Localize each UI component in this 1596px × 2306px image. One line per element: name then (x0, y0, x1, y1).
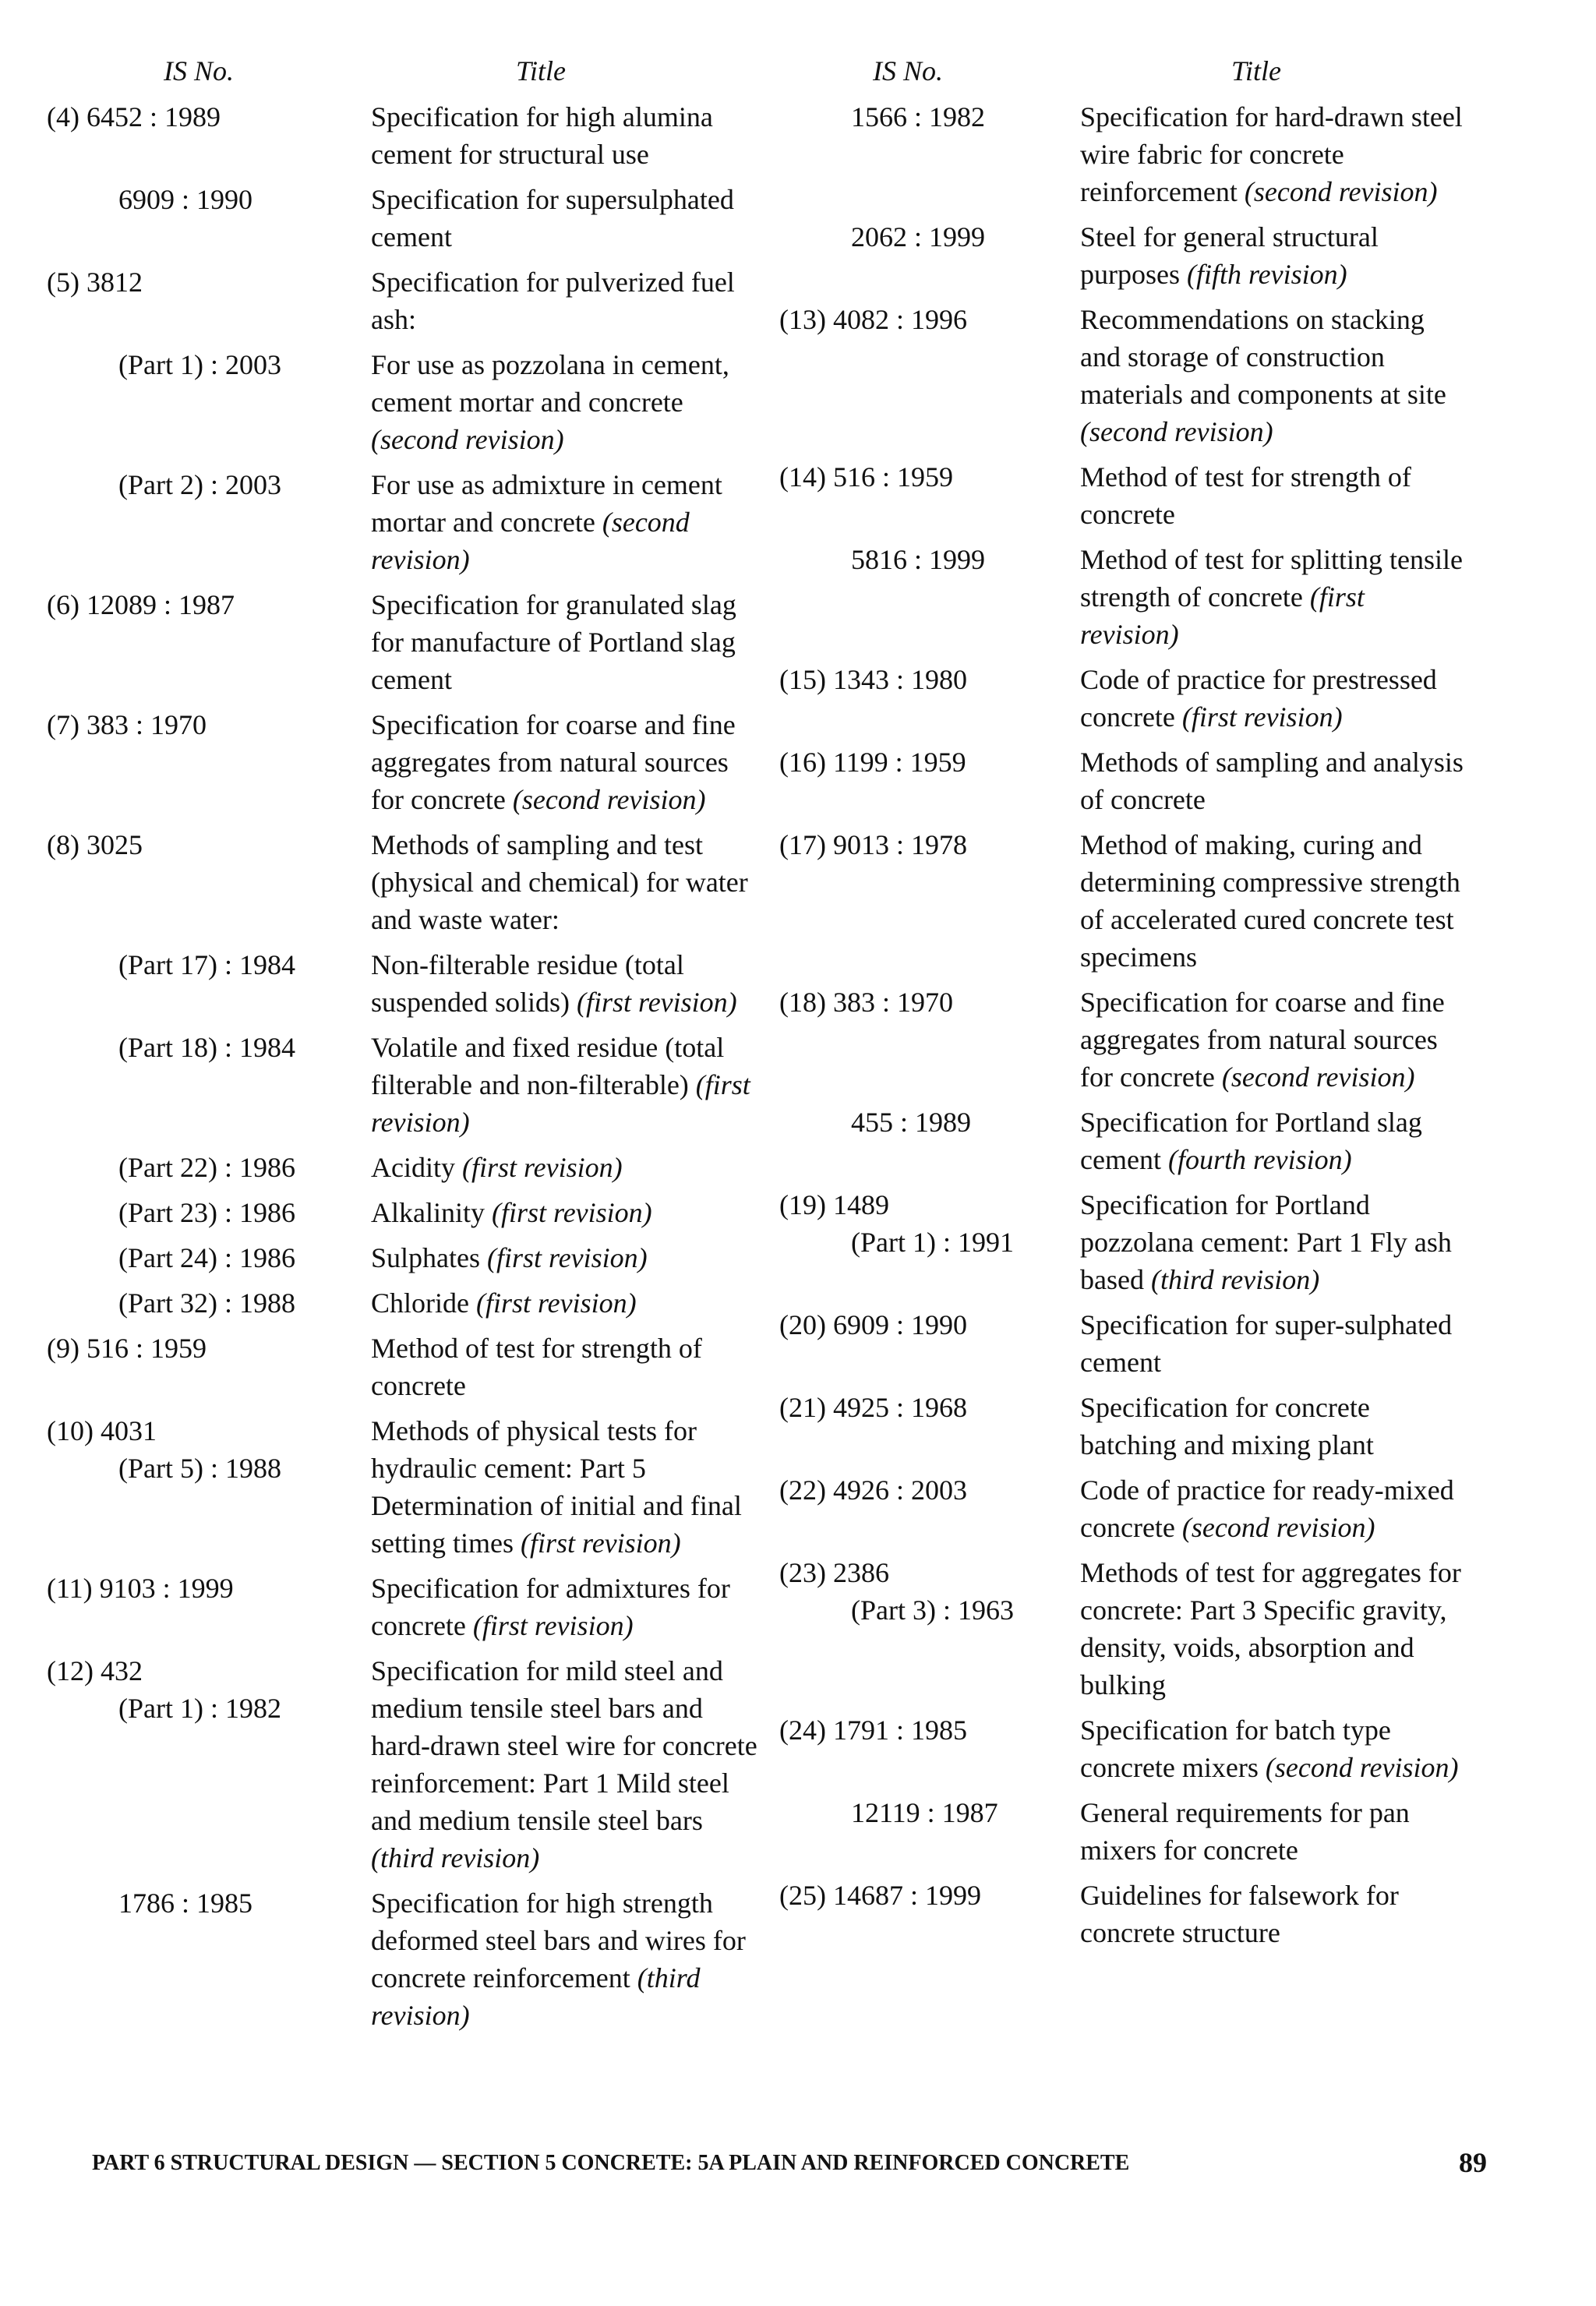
is-number (47, 706, 366, 743)
revision-note: (fifth revision) (1187, 259, 1347, 290)
is-number-line: (11) 9103 : 1999 (47, 1573, 234, 1604)
is-number-line: 12119 : 1987 (851, 1797, 998, 1828)
standard-title-text: Volatile and fixed residue (total filterable and non-filterable) (371, 1032, 725, 1100)
revision-note: (first revision) (475, 1287, 637, 1319)
standard-title (1080, 541, 1470, 653)
standard-title (1080, 98, 1470, 210)
is-number (779, 661, 1068, 698)
standard-title-text: Specification for supersulphated cement (371, 184, 734, 252)
revision-note: (first revision) (472, 1610, 634, 1641)
standard-entry (47, 1412, 764, 1562)
is-number (779, 1554, 1068, 1629)
revision-note: (second revision) (371, 507, 690, 575)
standard-title-text: Method of test for strength of concrete (1080, 461, 1411, 530)
standard-title (1080, 301, 1470, 450)
standard-entry (47, 1652, 764, 1877)
standard-title-text: Specification for batch type concrete mixers (1080, 1714, 1391, 1783)
is-number (47, 1412, 366, 1487)
is-number (47, 946, 366, 983)
standard-title (371, 181, 761, 256)
standard-title-text: Specification for coarse and fine aggregates from natural sources for concrete (371, 709, 736, 815)
standard-entry (47, 1149, 764, 1186)
standard-title-text: Methods of physical tests for hydraulic cement: Part 5 Determination of initial and final setting times (371, 1415, 742, 1559)
is-number-line: 5816 : 1999 (851, 544, 986, 575)
is-number (779, 301, 1068, 338)
standard-entry (47, 1029, 764, 1141)
standard-title-text: Non-filterable residue (total suspended solids) (371, 949, 684, 1018)
is-number-line: (15) 1343 : 1980 (779, 664, 967, 695)
standard-entry (47, 826, 764, 938)
is-number (779, 743, 1068, 781)
is-number-line: (13) 4082 : 1996 (779, 304, 967, 335)
left-column-header (47, 55, 764, 98)
is-number-line: (12) 432 (47, 1655, 143, 1686)
standard-title-text: Specification for Portland slag cement (1080, 1107, 1422, 1175)
revision-note: (first revision) (521, 1527, 681, 1559)
standard-entry (47, 98, 764, 173)
standard-entry (779, 458, 1481, 533)
is-number (47, 1239, 366, 1277)
is-number (779, 983, 1068, 1021)
is-number-line: (23) 2386 (779, 1557, 889, 1588)
standard-title-text: Methods of sampling and analysis of concrete (1080, 747, 1464, 815)
standard-title-text: Methods of sampling and test (physical and chemical) for water and waste water: (371, 829, 748, 935)
is-number (779, 826, 1068, 863)
standard-title-text: Sulphates (371, 1242, 480, 1273)
standard-title (371, 1284, 761, 1322)
standard-title (1080, 743, 1470, 818)
is-part-line: (Part 5) : 1988 (118, 1453, 281, 1484)
is-number (47, 466, 366, 503)
standard-title-text: Specification for pulverized fuel ash: (371, 267, 735, 335)
is-number-line: (Part 32) : 1988 (118, 1287, 295, 1319)
is-number (47, 586, 366, 623)
standard-title-text: Specification for super-sulphated cement (1080, 1309, 1453, 1378)
revision-note: (second revision) (1181, 1512, 1375, 1543)
standard-entry (779, 218, 1481, 293)
standard-entry (779, 1471, 1481, 1546)
standard-title (371, 706, 761, 818)
standard-title-text: Specification for granulated slag for manufacture of Portland slag cement (371, 589, 736, 695)
is-number-line: (Part 18) : 1984 (118, 1032, 295, 1063)
standard-entry (779, 743, 1481, 818)
standard-title (371, 1570, 761, 1644)
standard-entry (779, 98, 1481, 210)
standard-title-text: General requirements for pan mixers for concrete (1080, 1797, 1410, 1866)
is-number-line: 1566 : 1982 (851, 101, 986, 132)
revision-note: (fourth revision) (1167, 1144, 1352, 1175)
standard-entry (47, 466, 764, 578)
standard-title (371, 1884, 761, 2034)
standard-title-text: For use as pozzolana in cement, cement mortar and concrete (371, 349, 729, 418)
is-number (779, 1794, 1068, 1831)
standard-title (1080, 1306, 1470, 1381)
revision-note: (third revision) (1150, 1264, 1320, 1295)
is-number-line: (17) 9013 : 1978 (779, 829, 967, 860)
is-number (779, 1711, 1068, 1749)
standard-title (371, 1330, 761, 1404)
running-footer-title: PART 6 STRUCTURAL DESIGN — SECTION 5 CONCRETE: 5A PLAIN AND REINFORCED CONCRETE (92, 2151, 1130, 2175)
is-number-line: (18) 383 : 1970 (779, 987, 953, 1018)
is-no-heading: IS No. (873, 55, 943, 87)
is-number-line: (22) 4926 : 2003 (779, 1474, 967, 1506)
revision-note: (second revision) (512, 784, 706, 815)
standard-title (371, 1194, 761, 1231)
standard-entry (47, 346, 764, 458)
is-number-line: (14) 516 : 1959 (779, 461, 953, 493)
revision-note: (second revision) (371, 424, 564, 455)
standard-title (1080, 458, 1470, 533)
standard-title (1080, 1877, 1470, 1951)
standard-title-text: Methods of test for aggregates for concrete: Part 3 Specific gravity, density, voids, absorption and bulking (1080, 1557, 1461, 1700)
right-standards-list (779, 98, 1481, 1951)
is-number (47, 346, 366, 383)
is-number (47, 1284, 366, 1322)
is-number-line: (7) 383 : 1970 (47, 709, 207, 740)
is-number-line: (8) 3025 (47, 829, 143, 860)
revision-note: (first revision) (461, 1152, 623, 1183)
is-number (779, 98, 1068, 136)
standard-title (1080, 1389, 1470, 1464)
standard-entry (779, 301, 1481, 450)
standard-title-text: Code of practice for prestressed concrete (1080, 664, 1437, 733)
revision-note: (third revision) (371, 1962, 701, 2031)
standard-entry (47, 706, 764, 818)
standard-entry (47, 1194, 764, 1231)
is-number (47, 98, 366, 136)
is-number (47, 1884, 366, 1922)
is-number (779, 1877, 1068, 1914)
left-column (47, 55, 764, 2034)
standard-entry (779, 1186, 1481, 1298)
standard-title-text: Specification for coarse and fine aggregates from natural sources for concrete (1080, 987, 1445, 1093)
is-number (47, 1330, 366, 1367)
standard-title (371, 946, 761, 1021)
standard-entry (779, 1104, 1481, 1178)
is-part-line: (Part 1) : 1982 (118, 1693, 281, 1724)
standard-title-text: Code of practice for ready-mixed concrete (1080, 1474, 1454, 1543)
standard-entry (779, 661, 1481, 736)
standard-title (371, 1239, 761, 1277)
is-number (47, 1029, 366, 1066)
is-number-line: (Part 24) : 1986 (118, 1242, 295, 1273)
standard-title (1080, 661, 1470, 736)
standard-title-text: Specification for Portland pozzolana cement: Part 1 Fly ash based (1080, 1189, 1452, 1295)
standard-title-text: For use as admixture in cement mortar and concrete (371, 469, 722, 538)
standard-entry (779, 1554, 1481, 1704)
is-number-line: (Part 22) : 1986 (118, 1152, 295, 1183)
standard-entry (779, 541, 1481, 653)
revision-note: (first revision) (371, 1069, 750, 1138)
standard-title-text: Specification for hard-drawn steel wire fabric for concrete reinforcement (1080, 101, 1463, 207)
standard-title-text: Specification for high alumina cement for structural use (371, 101, 713, 170)
standard-title-text: Recommendations on stacking and storage of construction materials and components at site (1080, 304, 1446, 410)
standard-title-text: Acidity (371, 1152, 455, 1183)
standard-entry (47, 946, 764, 1021)
standard-title (1080, 826, 1470, 976)
revision-note: (first revision) (1080, 581, 1365, 650)
standard-entry (47, 181, 764, 256)
standard-title (371, 1149, 761, 1186)
is-number-line: (9) 516 : 1959 (47, 1333, 207, 1364)
is-number-line: (21) 4925 : 1968 (779, 1392, 967, 1423)
is-number-line: (5) 3812 (47, 267, 143, 298)
standard-entry (779, 1711, 1481, 1786)
standard-title-text: Guidelines for falsework for concrete structure (1080, 1880, 1399, 1948)
is-number (47, 181, 366, 218)
is-number-line: (4) 6452 : 1989 (47, 101, 221, 132)
standard-title (371, 1412, 761, 1562)
standard-entry (47, 1239, 764, 1277)
standard-entry (47, 263, 764, 338)
revision-note: (first revision) (1181, 701, 1343, 733)
standard-entry (47, 1330, 764, 1404)
is-number (779, 1186, 1068, 1261)
is-no-heading: IS No. (164, 55, 234, 87)
standard-title (371, 346, 761, 458)
is-number-line: 455 : 1989 (851, 1107, 972, 1138)
standard-entry (779, 1306, 1481, 1381)
is-number-line: (6) 12089 : 1987 (47, 589, 235, 620)
standard-entry (47, 1884, 764, 2034)
right-column (779, 55, 1481, 1951)
is-number (779, 1306, 1068, 1344)
standard-entry (779, 1877, 1481, 1951)
standard-entry (779, 826, 1481, 976)
is-number-line: 6909 : 1990 (118, 184, 253, 215)
standard-title (371, 1029, 761, 1141)
is-number (47, 1570, 366, 1607)
standard-title-text: Method of test for strength of concrete (371, 1333, 702, 1401)
title-heading: Title (1231, 55, 1282, 87)
left-standards-list (47, 98, 764, 2034)
is-number (779, 218, 1068, 256)
is-number-line: (19) 1489 (779, 1189, 889, 1220)
standard-title (1080, 1186, 1470, 1298)
standard-title-text: Chloride (371, 1287, 469, 1319)
right-column-header (779, 55, 1481, 98)
is-number-line: (25) 14687 : 1999 (779, 1880, 981, 1911)
standard-title (371, 826, 761, 938)
standard-title-text: Specification for admixtures for concrete (371, 1573, 730, 1641)
is-part-line: (Part 3) : 1963 (851, 1594, 1014, 1626)
standard-title (371, 466, 761, 578)
is-number-line: 1786 : 1985 (118, 1888, 253, 1919)
page-number: 89 (1459, 2147, 1487, 2178)
is-number-line: (Part 23) : 1986 (118, 1197, 295, 1228)
standard-entry (779, 1794, 1481, 1869)
standard-entry (779, 983, 1481, 1096)
standard-title (1080, 1104, 1470, 1178)
is-number-line: (20) 6909 : 1990 (779, 1309, 967, 1340)
standard-title (371, 1652, 761, 1877)
standard-title-text: Alkalinity (371, 1197, 485, 1228)
is-number (779, 1389, 1068, 1426)
standard-title (371, 263, 761, 338)
is-number (779, 1104, 1068, 1141)
is-number-line: (16) 1199 : 1959 (779, 747, 966, 778)
revision-note: (second revision) (1080, 416, 1273, 447)
is-number-line: (Part 2) : 2003 (118, 469, 281, 500)
standard-entry (47, 1570, 764, 1644)
standard-title-text: Method of making, curing and determining compressive strength of accelerated cured concrete test specimens (1080, 829, 1460, 973)
is-number (47, 826, 366, 863)
standard-title (1080, 218, 1470, 293)
is-number-line: (24) 1791 : 1985 (779, 1714, 967, 1746)
is-number (47, 1194, 366, 1231)
revision-note: (second revision) (1265, 1752, 1459, 1783)
is-number (47, 1149, 366, 1186)
standard-title-text: Specification for mild steel and medium tensile steel bars and hard-drawn steel wire for concrete reinforcement: Part 1 Mild steel and medium tensile steel bars (371, 1655, 757, 1836)
standard-entry (47, 586, 764, 698)
is-number-line: 2062 : 1999 (851, 221, 986, 252)
revision-note: (third revision) (371, 1842, 540, 1873)
is-number-line: (Part 1) : 2003 (118, 349, 281, 380)
title-heading: Title (516, 55, 567, 87)
standard-title-text: Specification for high strength deformed steel bars and wires for concrete reinforcement (371, 1888, 746, 1993)
standard-title (371, 98, 761, 173)
revision-note: (first revision) (487, 1242, 648, 1273)
revision-note: (first revision) (492, 1197, 652, 1228)
standard-title (1080, 1471, 1470, 1546)
is-number-line: (Part 17) : 1984 (118, 949, 295, 980)
standard-title-text: Specification for concrete batching and mixing plant (1080, 1392, 1374, 1460)
revision-note: (first revision) (577, 987, 737, 1018)
is-number (47, 263, 366, 301)
standard-entry (47, 1284, 764, 1322)
standard-title-text: Method of test for splitting tensile strength of concrete (1080, 544, 1463, 613)
standard-entry (779, 1389, 1481, 1464)
is-number (47, 1652, 366, 1727)
is-number (779, 1471, 1068, 1509)
revision-note: (second revision) (1244, 176, 1438, 207)
is-part-line: (Part 1) : 1991 (851, 1227, 1014, 1258)
standard-title (371, 586, 761, 698)
is-number (779, 541, 1068, 578)
standard-title (1080, 983, 1470, 1096)
standard-title (1080, 1794, 1470, 1869)
revision-note: (second revision) (1221, 1061, 1415, 1093)
is-number (779, 458, 1068, 496)
standard-title (1080, 1554, 1470, 1704)
standard-title (1080, 1711, 1470, 1786)
standard-title-text: Steel for general structural purposes (1080, 221, 1379, 290)
is-number-line: (10) 4031 (47, 1415, 157, 1446)
